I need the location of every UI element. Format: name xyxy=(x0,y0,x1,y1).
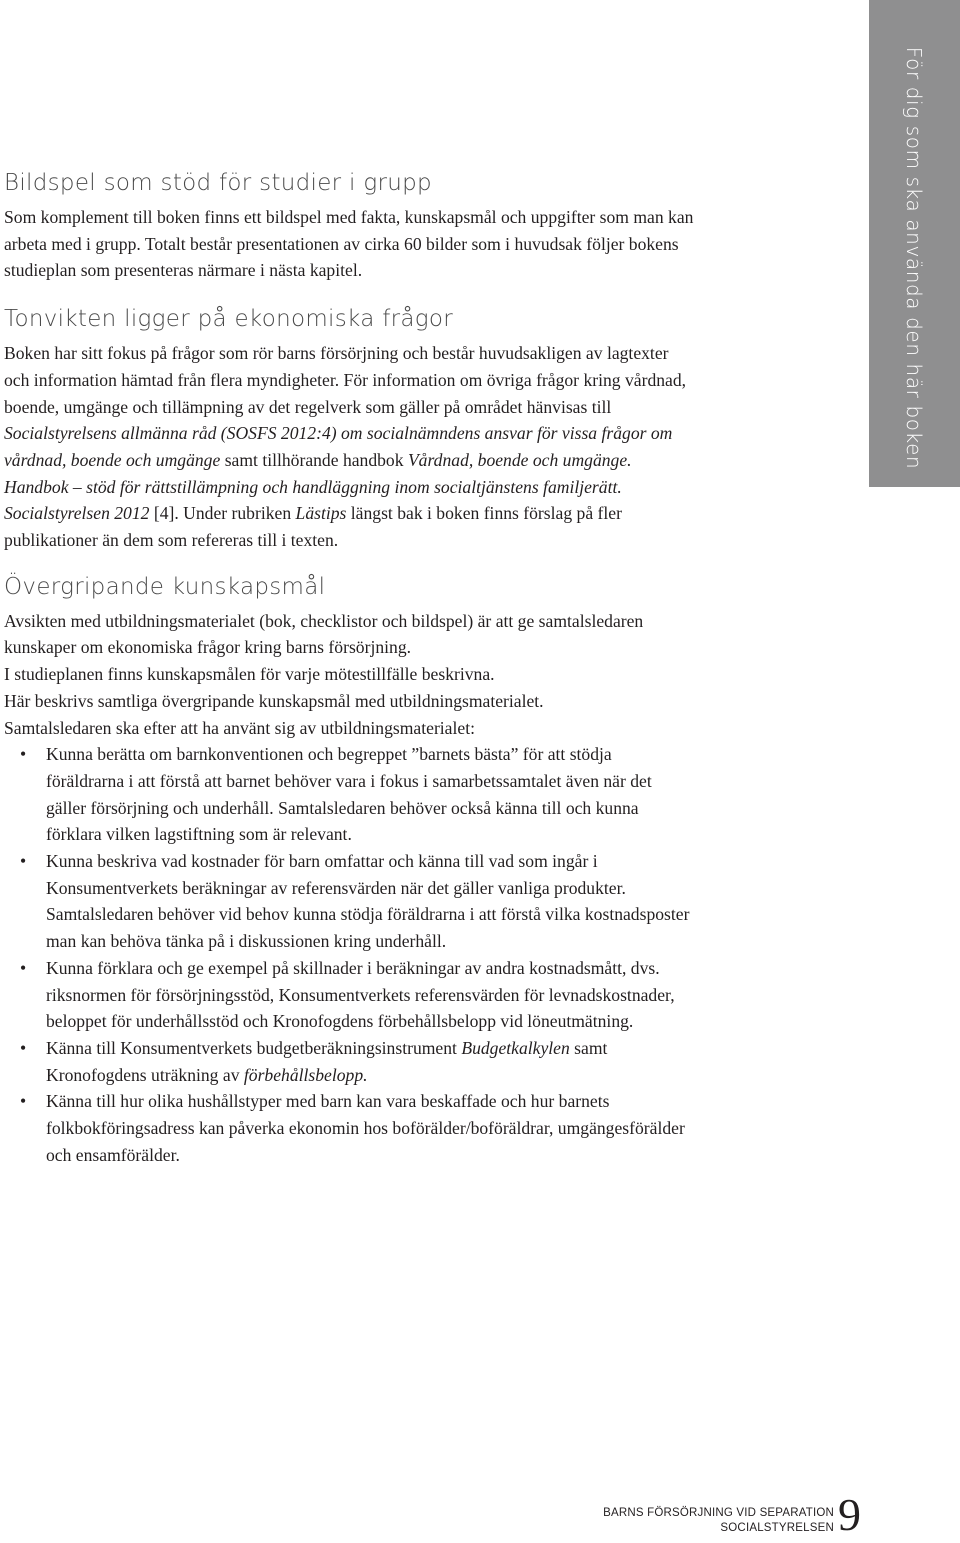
list-item xyxy=(4,955,694,1035)
list-item xyxy=(4,741,694,848)
bullet-icon: • xyxy=(20,744,27,765)
main-content xyxy=(4,168,694,1169)
section-paragraph-line: Här beskrivs samtliga övergripande kunskapsmål med utbildningsmaterialet. xyxy=(4,690,544,711)
bullet-icon: • xyxy=(20,1091,27,1112)
list-item-text: Känna till Konsumentverkets budgetberäkningsinstrument xyxy=(46,1037,462,1058)
text-span: längst bak i boken finns förslag på fler publikationer än dem som refereras till i texten. xyxy=(4,503,622,551)
list-item-italic: Budgetkalkylen xyxy=(461,1037,570,1058)
list-item-text: samt Kronofogdens uträkning av xyxy=(46,1037,608,1085)
list-item-text: Kunna berätta om barnkonventionen och begreppet ”barnets bästa” för att stödja föräldrarna i att förstå att barnet behöver vara i fokus i samarbetssamtalet även när det gäller försörjning och underhåll. Samtalsledaren behöver också känna till och kunna förklara vilken lagstiftning som är relevant. xyxy=(46,744,652,845)
bullet-icon: • xyxy=(20,957,27,978)
list-item xyxy=(4,1088,694,1168)
list-item xyxy=(4,1035,694,1088)
reference-title: Lästips xyxy=(295,503,347,524)
list-item-text: Kunna beskriva vad kostnader för barn omfattar och känna till vad som ingår i Konsumentverkets beräkningar av referensvärden när det gäller vanliga produkter. Samtalsledaren behöver vid behov kunna stödja föräldrarna i att förstå vilka kostnadsposter man kan behöva tänka på i diskussionen kring underhåll. xyxy=(46,851,690,952)
list-item xyxy=(4,848,694,955)
page-number: 9 xyxy=(838,1489,861,1540)
sidebar-tab xyxy=(869,0,960,487)
section-paragraph-line: I studieplanen finns kunskapsmålen för varje mötestillfälle beskrivna. xyxy=(4,664,495,685)
sidebar-tab-text: För dig som ska använda den här boken xyxy=(902,46,926,470)
text-span: Boken har sitt fokus på frågor som rör barns försörjning och består huvudsakligen av lagtexter och information hämtad från flera myndigheter. För information om övriga frågor kring vårdnad, boende, umgänge och tillämpning av det regelverk som gäller på området hänvisas till xyxy=(4,343,687,417)
section-heading-kunskapsmal: Övergripande kunskapsmål xyxy=(4,573,326,600)
section-heading-tonvikten: Tonvikten ligger på ekonomiska frågor xyxy=(4,306,454,333)
text-span: samt tillhörande handbok xyxy=(220,449,408,470)
reference-title: Vårdnad, boende och umgänge. Handbok – stöd för rättstillämpning och handläggning inom socialtjänstens familjerätt. Socialstyrelsen 2012 xyxy=(4,449,632,524)
text-span: [4]. Under rubriken xyxy=(149,503,296,524)
section-paragraph-tonvikten xyxy=(4,340,694,554)
list-item-text: Känna till hur olika hushållstyper med barn kan vara beskaffade och hur barnets folkbokföringsadress kan påverka ekonomin hos boförälder/boföräldrar, umgängesförälder och ensamförälder. xyxy=(46,1091,685,1165)
list-item-italic: förbehållsbelopp. xyxy=(243,1064,368,1085)
list-item-text: Kunna förklara och ge exempel på skillnader i beräkningar av andra kostnadsmått, dvs. riksnormen för försörjningsstöd, Konsumentverkets referensvärden för levnadskostnader, beloppet för underhållsstöd och Kronofogdens förbehållsbelopp vid löneutmätning. xyxy=(46,957,675,1032)
bullet-icon: • xyxy=(20,851,27,872)
section-heading-bildspel: Bildspel som stöd för studier i grupp xyxy=(4,170,432,196)
reference-title: Socialstyrelsens allmänna råd (SOSFS 2012:4) om socialnämndens ansvar för vissa frågor om vårdnad, boende och umgänge xyxy=(4,423,673,470)
section-paragraph-bildspel: Som komplement till boken finns ett bildspel med fakta, kunskapsmål och uppgifter som man kan arbeta med i grupp. Totalt består presentationen av cirka 60 bilder som i huvudsak följer bokens studieplan som presenteras närmare i nästa kapitel. xyxy=(4,207,694,281)
footer-publisher: SOCIALSTYRELSEN xyxy=(720,1522,834,1534)
bullet-icon: • xyxy=(20,1037,27,1058)
footer-book-title: BARNS FÖRSÖRJNING VID SEPARATION xyxy=(603,1507,834,1519)
section-paragraph-line: Samtalsledaren ska efter att ha använt sig av utbildningsmaterialet: xyxy=(4,717,475,738)
goals-list xyxy=(4,741,694,1168)
section-paragraph-line: Avsikten med utbildningsmaterialet (bok, checklistor och bildspel) är att ge samtalsledaren kunskaper om ekonomiska frågor kring barns försörjning. xyxy=(4,610,644,658)
page-footer xyxy=(603,1506,834,1536)
